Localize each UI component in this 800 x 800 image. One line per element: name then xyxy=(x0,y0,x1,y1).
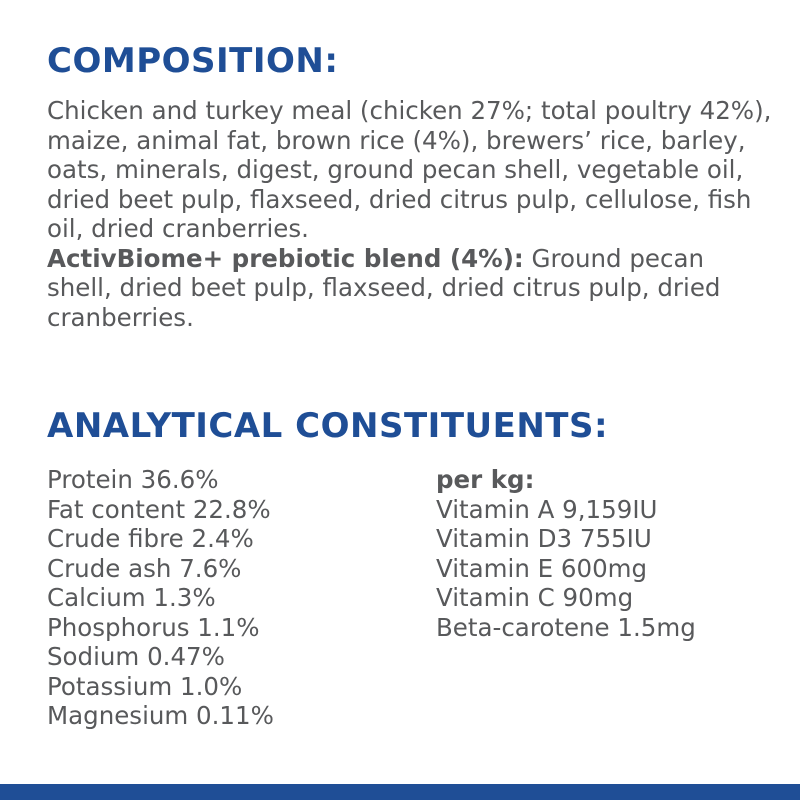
prebiotic-blend-paragraph xyxy=(47,244,772,333)
vitamin-item: Vitamin E 600mg xyxy=(436,553,648,583)
prebiotic-blend-text: Ground pecan shell, dried beet pulp, flaxseed, dried citrus pulp, dried cranberries. xyxy=(47,243,721,332)
vitamin-item: Vitamin D3 755IU xyxy=(436,524,652,553)
constituent-item: Phosphorus 1.1% xyxy=(47,612,260,642)
per-kg-label: per kg: xyxy=(436,465,535,494)
constituent-item: Crude fibre 2.4% xyxy=(47,524,254,553)
composition-section xyxy=(47,96,772,332)
bottom-accent-bar xyxy=(0,784,800,800)
composition-heading: COMPOSITION: xyxy=(47,41,339,81)
vitamin-item: Vitamin A 9,159IU xyxy=(436,494,658,524)
constituent-item: Sodium 0.47% xyxy=(47,642,225,671)
constituent-item: Protein 36.6% xyxy=(47,465,219,494)
analytical-constituents-heading: ANALYTICAL CONSTITUENTS: xyxy=(47,406,609,446)
constituent-item: Fat content 22.8% xyxy=(47,494,271,524)
constituents-list xyxy=(47,465,274,731)
vitamin-item: Beta-carotene 1.5mg xyxy=(436,612,696,642)
ingredients-text: Chicken and turkey meal (chicken 27%; total poultry 42%), maize, animal fat, brown rice (4%), brewers’ rice, barley, oats, minerals, digest, ground pecan shell, vegetable oil, dried beet pulp, flaxseed, dried citrus pulp, cellulose, fish oil, dried cranberries. xyxy=(47,96,772,243)
constituent-item: Potassium 1.0% xyxy=(47,671,243,701)
constituent-item: Crude ash 7.6% xyxy=(47,553,242,583)
vitamins-list xyxy=(436,465,696,642)
vitamin-item: Vitamin C 90mg xyxy=(436,583,634,612)
constituent-item: Calcium 1.3% xyxy=(47,583,216,612)
prebiotic-blend-label: ActivBiome+ prebiotic blend (4%): xyxy=(47,243,524,273)
constituent-item: Magnesium 0.11% xyxy=(47,701,274,730)
